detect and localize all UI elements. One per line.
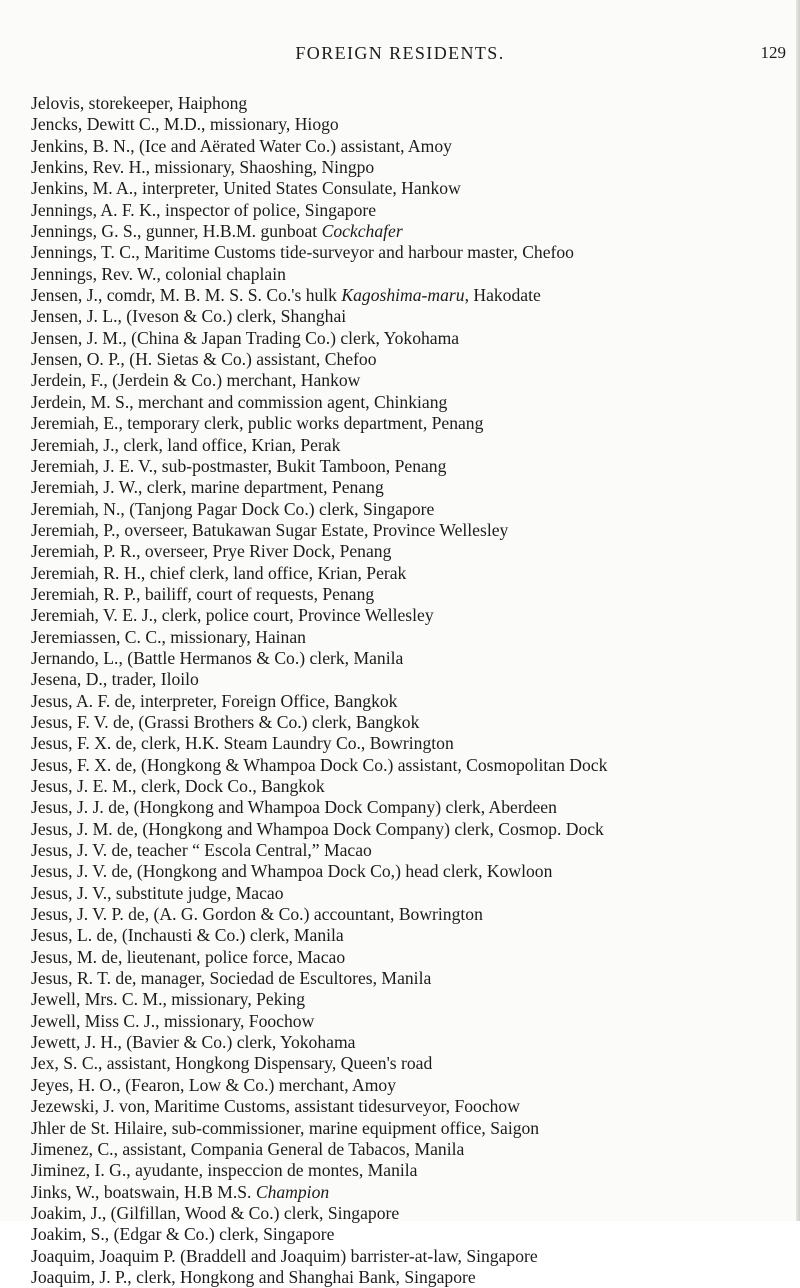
- directory-entry: [31, 370, 796, 391]
- entry-text: Jennings, T. C., Maritime Customs tide-surveyor and harbour master, Chefoo: [31, 242, 574, 263]
- directory-entry: [31, 1053, 796, 1074]
- directory-entry: [31, 883, 796, 904]
- entry-text: Jex, S. C., assistant, Hongkong Dispensary, Queen's road: [31, 1053, 433, 1074]
- directory-entry: [31, 755, 796, 776]
- entry-text: Jesus, A. F. de, interpreter, Foreign Office, Bangkok: [31, 690, 398, 711]
- entry-text: Jesus, M. de, lieutenant, police force, Macao: [31, 946, 346, 967]
- entry-text: Jeremiah, J. E. V., sub-postmaster, Bukit Tamboon, Penang: [31, 455, 447, 476]
- running-title: FOREIGN RESIDENTS.: [295, 43, 505, 63]
- directory-entry: [31, 1160, 796, 1181]
- directory-entry: [31, 435, 796, 456]
- directory-entry: [31, 1224, 796, 1245]
- entry-text: Jencks, Dewitt C., M.D., missionary, Hiogo: [31, 114, 339, 135]
- entry-text: Jeremiah, R. H., chief clerk, land office, Krian, Perak: [31, 562, 407, 583]
- entry-text: Jesus, F. X. de, (Hongkong & Whampoa Dock Co.) assistant, Cosmopolitan Dock: [31, 754, 608, 775]
- directory-entry: [31, 605, 796, 626]
- directory-entry: [31, 200, 796, 221]
- entry-text: Jewett, J. H., (Bavier & Co.) clerk, Yokohama: [31, 1032, 356, 1053]
- entry-text: Jelovis, storekeeper, Haiphong: [31, 93, 248, 113]
- directory-entry: [31, 1182, 796, 1203]
- entry-text: Jesus, J. V., substitute judge, Macao: [31, 882, 284, 903]
- entry-text: Jhler de St. Hilaire, sub-commissioner, marine equipment office, Saigon: [31, 1117, 540, 1138]
- entry-text: Jesus, R. T. de, manager, Sociedad de Escultores, Manila: [31, 968, 432, 989]
- directory-entry: [31, 1032, 796, 1053]
- directory-entry: [31, 157, 796, 178]
- directory-entry: [31, 93, 796, 114]
- directory-entry: [31, 1246, 796, 1267]
- directory-entry: [31, 819, 796, 840]
- directory-entry: [31, 477, 796, 498]
- directory-entry: [31, 178, 796, 199]
- page-number: 129: [760, 43, 786, 62]
- directory-entry: [31, 648, 796, 669]
- entry-text: Jeremiah, V. E. J., clerk, police court, Province Wellesley: [31, 605, 434, 626]
- entry-text: Jezewski, J. von, Maritime Customs, assistant tidesurveyor, Foochow: [31, 1096, 520, 1117]
- directory-entry: [31, 989, 796, 1010]
- directory-entry: [31, 413, 796, 434]
- vessel-name: Cockchafer: [321, 221, 403, 242]
- directory-entry: [31, 733, 796, 754]
- page-edge-shadow: [796, 0, 800, 1221]
- directory-entry: [31, 1267, 796, 1288]
- entry-text: Jennings, Rev. W., colonial chaplain: [31, 263, 286, 284]
- entry-text: Jesus, F. V. de, (Grassi Brothers & Co.) clerk, Bangkok: [31, 711, 420, 732]
- directory-entry: [31, 114, 796, 135]
- entry-text: Joaquim, Joaquim P. (Braddell and Joaquim) barrister-at-law, Singapore: [31, 1245, 538, 1266]
- entry-text: Jesus, J. E. M., clerk, Dock Co., Bangkok: [31, 776, 325, 796]
- directory-entry: [31, 1139, 796, 1160]
- entry-text: Jensen, O. P., (H. Sietas & Co.) assistant, Chefoo: [31, 349, 377, 370]
- entry-text: Jesus, J. M. de, (Hongkong and Whampoa Dock Company) clerk, Cosmop. Dock: [31, 818, 604, 839]
- entry-text: Jeremiassen, C. C., missionary, Hainan: [31, 626, 306, 647]
- directory-entry: [31, 136, 796, 157]
- entry-text: Jinks, W., boatswain, H.B M.S.: [31, 1181, 256, 1202]
- directory-entry: [31, 627, 796, 648]
- entry-text: Jesena, D., trader, Iloilo: [31, 669, 199, 690]
- entry-text: Jennings, A. F. K., inspector of police, Singapore: [31, 199, 377, 220]
- entry-text: Jesus, J. V. P. de, (A. G. Gordon & Co.) accountant, Bowrington: [31, 904, 483, 925]
- directory-entry: [31, 1203, 796, 1224]
- directory-entry: [31, 1118, 796, 1139]
- directory-entry: [31, 520, 796, 541]
- directory-entry: [31, 499, 796, 520]
- entry-text: Jesus, J. J. de, (Hongkong and Whampoa Dock Company) clerk, Aberdeen: [31, 797, 557, 818]
- entry-text: Jensen, J. M., (China & Japan Trading Co.) clerk, Yokohama: [31, 327, 460, 348]
- directory-entry: [31, 861, 796, 882]
- directory-entry: [31, 306, 796, 327]
- entry-text: Jensen, J., comdr, M. B. M. S. S. Co.'s hulk: [31, 285, 342, 306]
- directory-entry: [31, 968, 796, 989]
- resident-directory-list: [31, 93, 796, 1288]
- directory-entry: [31, 776, 796, 797]
- entry-text: Jennings, G. S., gunner, H.B.M. gunboat: [31, 221, 322, 242]
- entry-text: Jeremiah, R. P., bailiff, court of requests, Penang: [31, 583, 375, 604]
- directory-entry: [31, 242, 796, 263]
- entry-text: Jenkins, B. N., (Ice and Aërated Water Co.) assistant, Amoy: [31, 135, 452, 156]
- directory-entry: [31, 712, 796, 733]
- entry-text: Jesus, J. V. de, (Hongkong and Whampoa Dock Co,) head clerk, Kowloon: [31, 861, 553, 882]
- entry-text: Jeremiah, P., overseer, Batukawan Sugar Estate, Province Wellesley: [31, 519, 509, 540]
- directory-entry: [31, 541, 796, 562]
- directory-entry: [31, 840, 796, 861]
- vessel-name: Kagoshima-maru: [341, 285, 465, 306]
- directory-entry: [31, 1011, 796, 1032]
- entry-text: Jesus, F. X. de, clerk, H.K. Steam Laundry Co., Bowrington: [31, 733, 454, 754]
- entry-text: Jeremiah, N., (Tanjong Pagar Dock Co.) clerk, Singapore: [31, 498, 435, 519]
- entry-text: Jerdein, M. S., merchant and commission agent, Chinkiang: [31, 391, 448, 412]
- directory-entry: [31, 669, 796, 690]
- directory-entry: [31, 264, 796, 285]
- directory-entry: [31, 285, 796, 306]
- entry-text: Jeremiah, E., temporary clerk, public works department, Penang: [31, 413, 484, 434]
- directory-entry: [31, 925, 796, 946]
- directory-entry: [31, 584, 796, 605]
- entry-text: Jeyes, H. O., (Fearon, Low & Co.) merchant, Amoy: [31, 1074, 397, 1095]
- directory-entry: [31, 349, 796, 370]
- directory-entry: [31, 563, 796, 584]
- directory-entry: [31, 221, 796, 242]
- directory-entry: [31, 691, 796, 712]
- directory-entry: [31, 328, 796, 349]
- entry-text: Jewell, Miss C. J., missionary, Foochow: [31, 1010, 315, 1031]
- entry-text: Jernando, L., (Battle Hermanos & Co.) clerk, Manila: [31, 647, 404, 668]
- entry-text: Jeremiah, P. R., overseer, Prye River Dock, Penang: [31, 541, 392, 562]
- entry-text: Jenkins, Rev. H., missionary, Shaoshing, Ningpo: [31, 157, 375, 178]
- directory-entry: [31, 1096, 796, 1117]
- entry-text: Jensen, J. L., (Iveson & Co.) clerk, Shanghai: [31, 306, 347, 327]
- entry-text: Jimenez, C., assistant, Compania General de Tabacos, Manila: [31, 1138, 465, 1159]
- entry-text: Jesus, J. V. de, teacher “ Escola Central,” Macao: [31, 840, 372, 861]
- directory-entry: [31, 797, 796, 818]
- entry-text: Jeremiah, J., clerk, land office, Krian, Perak: [31, 434, 341, 455]
- entry-text: Joakim, S., (Edgar & Co.) clerk, Singapore: [31, 1224, 335, 1245]
- entry-text: Joaquim, J. P., clerk, Hongkong and Shanghai Bank, Singapore: [31, 1266, 476, 1287]
- directory-entry: [31, 904, 796, 925]
- directory-entry: [31, 1075, 796, 1096]
- entry-text: Jenkins, M. A., interpreter, United States Consulate, Hankow: [31, 178, 461, 199]
- directory-entry: [31, 392, 796, 413]
- entry-text: Jeremiah, J. W., clerk, marine department, Penang: [31, 477, 384, 498]
- entry-location: , Hakodate: [464, 285, 541, 306]
- directory-entry: [31, 456, 796, 477]
- page-header: [0, 43, 800, 71]
- entry-text: Joakim, J., (Gilfillan, Wood & Co.) clerk, Singapore: [31, 1202, 400, 1223]
- entry-text: Jesus, L. de, (Inchausti & Co.) clerk, Manila: [31, 925, 344, 946]
- entry-text: Jiminez, I. G., ayudante, inspeccion de montes, Manila: [31, 1160, 418, 1181]
- entry-text: Jewell, Mrs. C. M., missionary, Peking: [31, 989, 305, 1010]
- vessel-name: Champion: [255, 1181, 330, 1202]
- entry-text: Jerdein, F., (Jerdein & Co.) merchant, Hankow: [31, 370, 361, 391]
- directory-entry: [31, 947, 796, 968]
